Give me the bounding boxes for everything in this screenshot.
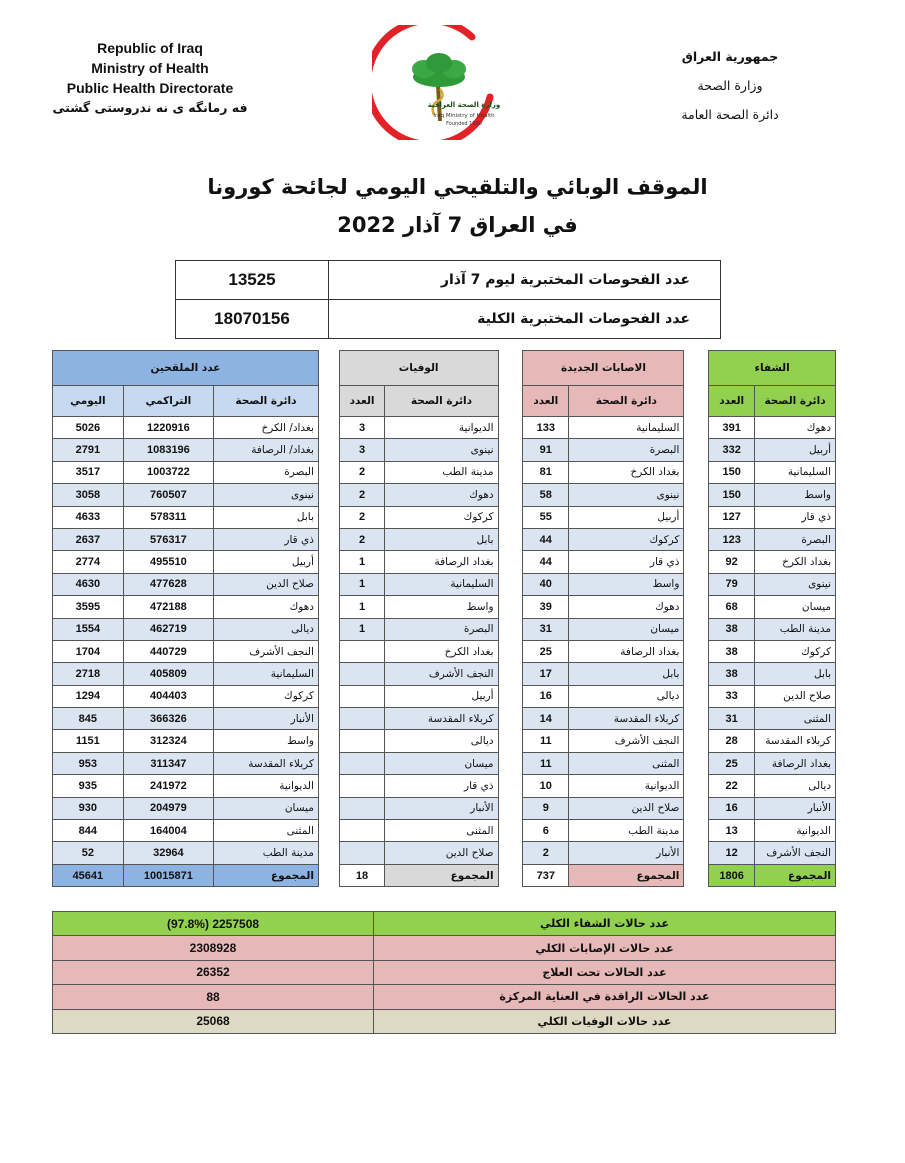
cell-deaths-count [339, 663, 385, 685]
cell-deaths-dept: كربلاء المقدسة [385, 708, 498, 730]
table-row [53, 820, 836, 842]
cell-deaths-count: 1 [339, 551, 385, 573]
cell-recovered-count: 38 [709, 663, 755, 685]
cell-vacc-dept: ديالى [214, 618, 319, 640]
cell-recovered-dept: ذي قار [755, 506, 836, 528]
header-english [50, 38, 250, 118]
cell-cases-count: 2 [523, 842, 569, 864]
summary-row [53, 1009, 836, 1033]
header-ministry: Ministry of Health [91, 60, 209, 76]
cell-deaths-dept: الأنبار [385, 797, 498, 819]
section-header-row [53, 351, 836, 386]
cell-recovered-count: 33 [709, 685, 755, 707]
cell-cases-dept: واسط [569, 573, 684, 595]
cell-recovered-count: 22 [709, 775, 755, 797]
cell-vacc-cumulative: 311347 [123, 752, 213, 774]
cell-vacc-cumulative: 204979 [123, 797, 213, 819]
lab-tests-table [175, 260, 721, 339]
cell-vacc-daily: 2637 [53, 528, 124, 550]
cell-deaths-count [339, 640, 385, 662]
cell-recovered-count: 127 [709, 506, 755, 528]
cell-deaths-count: 3 [339, 417, 385, 439]
cell-deaths-dept: البصرة [385, 618, 498, 640]
total-cases: 737 [523, 864, 569, 886]
cell-vacc-cumulative: 477628 [123, 573, 213, 595]
cell-recovered-count: 13 [709, 820, 755, 842]
table-row [53, 484, 836, 506]
header-ar-directorate: دائرة الصحة العامة [681, 107, 779, 122]
cell-vacc-cumulative: 366326 [123, 708, 213, 730]
cell-deaths-count [339, 752, 385, 774]
cell-recovered-count: 25 [709, 752, 755, 774]
cell-vacc-dept: صلاح الدين [214, 573, 319, 595]
header-ar-country: جمهورية العراق [681, 49, 779, 64]
cell-cases-count: 6 [523, 820, 569, 842]
cell-recovered-dept: المثنى [755, 708, 836, 730]
summary-row [53, 936, 836, 960]
cell-deaths-dept: نينوى [385, 439, 498, 461]
cell-vacc-dept: بغداد/ الرصافة [214, 439, 319, 461]
cell-vacc-cumulative: 1220916 [123, 417, 213, 439]
cell-deaths-dept: المثنى [385, 820, 498, 842]
table-row [53, 618, 836, 640]
lab-tests-total-label: عدد الفحوصات المختبرية الكلية [329, 300, 721, 339]
cell-vacc-daily: 3517 [53, 461, 124, 483]
cell-vacc-daily: 2774 [53, 551, 124, 573]
cell-vacc-dept: البصرة [214, 461, 319, 483]
cell-cases-count: 91 [523, 439, 569, 461]
section-recovered: الشفاء [709, 351, 836, 386]
cell-vacc-cumulative: 1083196 [123, 439, 213, 461]
col-vacc-daily: اليومي [53, 386, 124, 417]
cell-cases-count: 39 [523, 596, 569, 618]
cell-vacc-cumulative: 576317 [123, 528, 213, 550]
cell-vacc-cumulative: 440729 [123, 640, 213, 662]
cell-recovered-count: 150 [709, 461, 755, 483]
cell-deaths-count: 1 [339, 596, 385, 618]
cell-vacc-daily: 1151 [53, 730, 124, 752]
cell-vacc-cumulative: 164004 [123, 820, 213, 842]
cell-recovered-count: 332 [709, 439, 755, 461]
cell-cases-dept: ميسان [569, 618, 684, 640]
cell-deaths-dept: السليمانية [385, 573, 498, 595]
cell-vacc-cumulative: 472188 [123, 596, 213, 618]
cell-cases-count: 133 [523, 417, 569, 439]
cell-vacc-cumulative: 462719 [123, 618, 213, 640]
total-vacc-label: المجموع [214, 864, 319, 886]
cell-deaths-dept: النجف الأشرف [385, 663, 498, 685]
table-row [53, 417, 836, 439]
col-vacc-cumulative: التراكمي [123, 386, 213, 417]
table-row [53, 708, 836, 730]
section-vaccinated: عدد الملقحين [53, 351, 319, 386]
cell-recovered-dept: ميسان [755, 596, 836, 618]
cell-deaths-dept: دهوك [385, 484, 498, 506]
cell-vacc-cumulative: 241972 [123, 775, 213, 797]
total-recovered-label: المجموع [755, 864, 836, 886]
cell-recovered-dept: بغداد الرصافة [755, 752, 836, 774]
cell-recovered-count: 38 [709, 618, 755, 640]
cell-deaths-dept: الديوانية [385, 417, 498, 439]
header-kurdish: فه رمانگه ى نه ندروستى گشتى [52, 100, 248, 115]
lab-tests-daily-label: عدد الفحوصات المختبرية ليوم 7 آذار [329, 261, 721, 300]
cell-vacc-cumulative: 405809 [123, 663, 213, 685]
section-deaths: الوفيات [339, 351, 498, 386]
table-row [53, 685, 836, 707]
total-deaths-label: المجموع [385, 864, 498, 886]
summary-label: عدد الحالات الراقدة في العناية المركزة [374, 985, 836, 1009]
cell-deaths-count [339, 797, 385, 819]
cell-recovered-dept: كربلاء المقدسة [755, 730, 836, 752]
table-row [53, 842, 836, 864]
cell-vacc-dept: بابل [214, 506, 319, 528]
table-row [53, 461, 836, 483]
cell-deaths-count: 2 [339, 461, 385, 483]
cell-vacc-daily: 4630 [53, 573, 124, 595]
cell-recovered-count: 38 [709, 640, 755, 662]
header-directorate: Public Health Directorate [66, 80, 234, 96]
cell-cases-dept: نينوى [569, 484, 684, 506]
cell-deaths-dept: بغداد الكرخ [385, 640, 498, 662]
col-recovered-dept: دائرة الصحة [755, 386, 836, 417]
cell-cases-count: 58 [523, 484, 569, 506]
cell-cases-dept: المثنى [569, 752, 684, 774]
cell-deaths-count: 2 [339, 506, 385, 528]
cell-vacc-cumulative: 404403 [123, 685, 213, 707]
cell-deaths-count: 1 [339, 573, 385, 595]
section-new-cases: الاصابات الجديدة [523, 351, 684, 386]
daily-status-table [52, 350, 836, 887]
cell-recovered-count: 28 [709, 730, 755, 752]
cell-vacc-dept: السليمانية [214, 663, 319, 685]
cell-recovered-dept: الديوانية [755, 820, 836, 842]
cell-cases-dept: الأنبار [569, 842, 684, 864]
cell-deaths-dept: مدينة الطب [385, 461, 498, 483]
cell-vacc-dept: كركوك [214, 685, 319, 707]
cell-vacc-dept: ذي قار [214, 528, 319, 550]
cell-vacc-cumulative: 1003722 [123, 461, 213, 483]
lab-tests-daily-row [176, 261, 721, 300]
total-recovered: 1806 [709, 864, 755, 886]
cell-vacc-cumulative: 312324 [123, 730, 213, 752]
table-row [53, 775, 836, 797]
cell-vacc-daily: 953 [53, 752, 124, 774]
header-country: Republic of Iraq [97, 40, 203, 56]
cell-recovered-count: 92 [709, 551, 755, 573]
cell-vacc-dept: نينوى [214, 484, 319, 506]
cell-vacc-cumulative: 495510 [123, 551, 213, 573]
table-row [53, 752, 836, 774]
cell-vacc-daily: 845 [53, 708, 124, 730]
cell-cases-dept: بغداد الكرخ [569, 461, 684, 483]
cell-vacc-dept: واسط [214, 730, 319, 752]
cell-vacc-daily: 2791 [53, 439, 124, 461]
cell-recovered-count: 12 [709, 842, 755, 864]
cell-cases-count: 11 [523, 730, 569, 752]
cell-cases-count: 44 [523, 528, 569, 550]
cell-cases-dept: البصرة [569, 439, 684, 461]
cell-cases-dept: السليمانية [569, 417, 684, 439]
cell-cases-count: 9 [523, 797, 569, 819]
table-row [53, 730, 836, 752]
cell-recovered-count: 79 [709, 573, 755, 595]
cell-cases-dept: الديوانية [569, 775, 684, 797]
cell-cases-dept: بغداد الرصافة [569, 640, 684, 662]
logo-founded: Founded 1920 [446, 121, 482, 127]
cell-deaths-dept: ذي قار [385, 775, 498, 797]
cell-deaths-dept: صلاح الدين [385, 842, 498, 864]
cell-vacc-daily: 930 [53, 797, 124, 819]
col-recovered-count: العدد [709, 386, 755, 417]
cell-cases-dept: دهوك [569, 596, 684, 618]
summary-value: 25068 [53, 1009, 374, 1033]
col-cases-count: العدد [523, 386, 569, 417]
cell-deaths-count: 2 [339, 528, 385, 550]
cell-vacc-dept: المثنى [214, 820, 319, 842]
summary-label: عدد حالات الإصابات الكلي [374, 936, 836, 960]
summary-value: 2308928 [53, 936, 374, 960]
lab-tests-total-row [176, 300, 721, 339]
table-row [53, 506, 836, 528]
cell-deaths-dept: أربيل [385, 685, 498, 707]
lab-tests-total-value: 18070156 [176, 300, 329, 339]
cell-recovered-dept: كركوك [755, 640, 836, 662]
cell-cases-count: 31 [523, 618, 569, 640]
table-row [53, 797, 836, 819]
cell-cases-count: 55 [523, 506, 569, 528]
cell-vacc-daily: 1704 [53, 640, 124, 662]
cell-cases-count: 16 [523, 685, 569, 707]
cell-vacc-cumulative: 760507 [123, 484, 213, 506]
total-vacc-cumulative: 10015871 [123, 864, 213, 886]
summary-value: 2257508 (97.8%) [53, 912, 374, 936]
cell-cases-count: 44 [523, 551, 569, 573]
ministry-logo [372, 25, 507, 140]
cell-cases-count: 11 [523, 752, 569, 774]
cell-deaths-count: 1 [339, 618, 385, 640]
col-vacc-dept: دائرة الصحة [214, 386, 319, 417]
summary-row [53, 912, 836, 936]
cell-vacc-dept: دهوك [214, 596, 319, 618]
table-row [53, 528, 836, 550]
cell-cases-dept: كركوك [569, 528, 684, 550]
cell-cases-dept: ديالى [569, 685, 684, 707]
cell-vacc-dept: مدينة الطب [214, 842, 319, 864]
cell-cases-dept: مدينة الطب [569, 820, 684, 842]
cell-recovered-dept: مدينة الطب [755, 618, 836, 640]
cell-vacc-daily: 2718 [53, 663, 124, 685]
col-cases-dept: دائرة الصحة [569, 386, 684, 417]
summary-label: عدد حالات الوفيات الكلي [374, 1009, 836, 1033]
cell-recovered-dept: أربيل [755, 439, 836, 461]
cell-vacc-daily: 52 [53, 842, 124, 864]
lab-tests-daily-value: 13525 [176, 261, 329, 300]
total-deaths: 18 [339, 864, 385, 886]
summary-value: 26352 [53, 960, 374, 984]
cell-cases-count: 25 [523, 640, 569, 662]
cell-vacc-dept: الأنبار [214, 708, 319, 730]
title-line-1: الموقف الوبائي والتلقيحي اليومي لجائحة كورونا [207, 175, 708, 199]
cell-recovered-dept: نينوى [755, 573, 836, 595]
cell-deaths-count [339, 820, 385, 842]
summary-value: 88 [53, 985, 374, 1009]
cell-cases-count: 40 [523, 573, 569, 595]
col-deaths-dept: دائرة الصحة [385, 386, 498, 417]
cell-recovered-count: 123 [709, 528, 755, 550]
page-title [150, 168, 765, 244]
cell-deaths-count [339, 842, 385, 864]
cell-vacc-daily: 5026 [53, 417, 124, 439]
table-row [53, 663, 836, 685]
cell-recovered-dept: النجف الأشرف [755, 842, 836, 864]
cell-recovered-count: 391 [709, 417, 755, 439]
summary-table [52, 911, 836, 1034]
table-row [53, 551, 836, 573]
cell-recovered-count: 150 [709, 484, 755, 506]
cell-vacc-dept: كربلاء المقدسة [214, 752, 319, 774]
title-line-2: في العراق 7 آذار 2022 [337, 213, 578, 237]
table-row [53, 640, 836, 662]
cell-vacc-dept: أربيل [214, 551, 319, 573]
cell-vacc-cumulative: 32964 [123, 842, 213, 864]
cell-cases-count: 17 [523, 663, 569, 685]
total-cases-label: المجموع [569, 864, 684, 886]
cell-deaths-count: 2 [339, 484, 385, 506]
cell-cases-dept: ذي قار [569, 551, 684, 573]
table-row [53, 596, 836, 618]
cell-recovered-dept: بغداد الكرخ [755, 551, 836, 573]
cell-deaths-dept: كركوك [385, 506, 498, 528]
cell-deaths-count [339, 708, 385, 730]
cell-vacc-daily: 1294 [53, 685, 124, 707]
cell-vacc-dept: بغداد/ الكرخ [214, 417, 319, 439]
cell-cases-count: 81 [523, 461, 569, 483]
cell-deaths-dept: ميسان [385, 752, 498, 774]
cell-cases-count: 14 [523, 708, 569, 730]
cell-vacc-daily: 1554 [53, 618, 124, 640]
cell-recovered-dept: صلاح الدين [755, 685, 836, 707]
cell-deaths-count [339, 775, 385, 797]
cell-deaths-dept: واسط [385, 596, 498, 618]
cell-cases-dept: أربيل [569, 506, 684, 528]
header-arabic [655, 42, 805, 129]
logo-arabic: وزارة الصحة العراقية [427, 101, 501, 109]
cell-vacc-dept: ميسان [214, 797, 319, 819]
cell-recovered-count: 68 [709, 596, 755, 618]
summary-row [53, 985, 836, 1009]
cell-deaths-dept: بغداد الرصافة [385, 551, 498, 573]
cell-cases-dept: بابل [569, 663, 684, 685]
cell-vacc-daily: 3595 [53, 596, 124, 618]
cell-deaths-dept: ديالى [385, 730, 498, 752]
summary-label: عدد الحالات تحت العلاج [374, 960, 836, 984]
cell-vacc-daily: 4633 [53, 506, 124, 528]
column-header-row [53, 386, 836, 417]
cell-deaths-dept: بابل [385, 528, 498, 550]
cell-recovered-dept: بابل [755, 663, 836, 685]
cell-vacc-dept: النجف الأشرف [214, 640, 319, 662]
summary-label: عدد حالات الشفاء الكلي [374, 912, 836, 936]
cell-recovered-dept: البصرة [755, 528, 836, 550]
table-row [53, 573, 836, 595]
cell-cases-count: 10 [523, 775, 569, 797]
cell-deaths-count [339, 730, 385, 752]
table-row [53, 439, 836, 461]
summary-row [53, 960, 836, 984]
cell-deaths-count: 3 [339, 439, 385, 461]
cell-deaths-count [339, 685, 385, 707]
cell-vacc-cumulative: 578311 [123, 506, 213, 528]
cell-recovered-dept: واسط [755, 484, 836, 506]
totals-row [53, 864, 836, 886]
cell-vacc-dept: الديوانية [214, 775, 319, 797]
cell-recovered-dept: السليمانية [755, 461, 836, 483]
logo-english: Iraq Ministry of Health [433, 113, 495, 119]
cell-recovered-count: 31 [709, 708, 755, 730]
cell-vacc-daily: 844 [53, 820, 124, 842]
cell-recovered-count: 16 [709, 797, 755, 819]
cell-recovered-dept: الأنبار [755, 797, 836, 819]
cell-recovered-dept: ديالى [755, 775, 836, 797]
cell-vacc-daily: 3058 [53, 484, 124, 506]
col-deaths-count: العدد [339, 386, 385, 417]
cell-cases-dept: النجف الأشرف [569, 730, 684, 752]
cell-cases-dept: كربلاء المقدسة [569, 708, 684, 730]
cell-recovered-dept: دهوك [755, 417, 836, 439]
header-ar-ministry: وزارة الصحة [697, 78, 763, 93]
cell-cases-dept: صلاح الدين [569, 797, 684, 819]
total-vacc-daily: 45641 [53, 864, 124, 886]
cell-vacc-daily: 935 [53, 775, 124, 797]
